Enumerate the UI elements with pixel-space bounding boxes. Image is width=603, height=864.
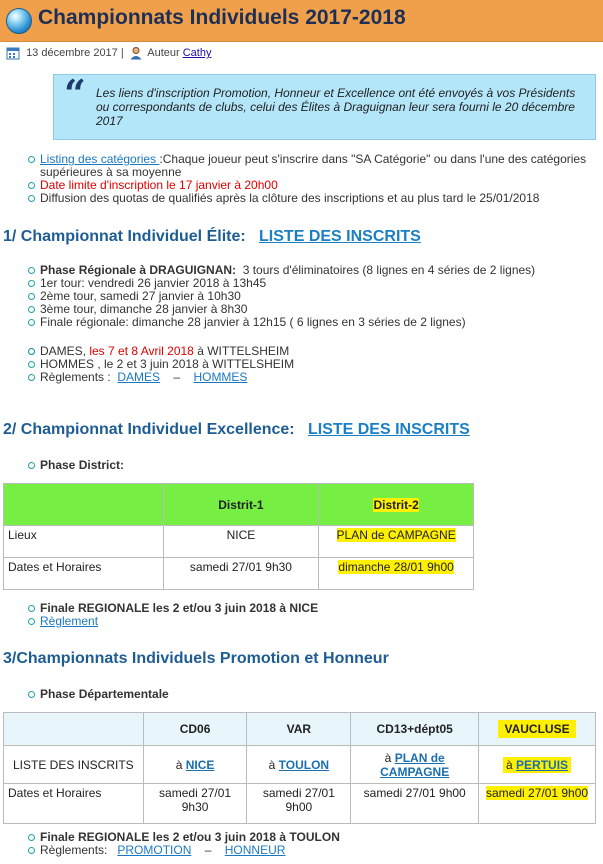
rules-promotion-link[interactable]: PROMOTION xyxy=(117,843,192,857)
tour-1: 1er tour: vendredi 26 janvier 2018 à 13h45 xyxy=(26,277,598,290)
table-header-cell xyxy=(479,713,596,746)
dames-date: les 7 et 8 Avril 2018 xyxy=(89,344,194,358)
table-header-row xyxy=(4,484,474,526)
table-cell xyxy=(479,746,596,784)
table-header-row xyxy=(4,713,596,746)
rules-label: Règlements: xyxy=(40,843,108,857)
elite-registrations-link[interactable]: LISTE DES INSCRITS xyxy=(259,228,421,245)
table-cell: LISTE DES INSCRITS xyxy=(4,746,144,784)
registration-deadline: Date limite d'inscription le 17 janvier à 20h00 xyxy=(26,179,598,192)
phase-label: Phase Régionale à DRAGUIGNAN: xyxy=(40,263,237,277)
elite-schedule-list xyxy=(26,264,598,329)
highlighted-text: Distrit-2 xyxy=(373,497,419,512)
table-cell: Dates et Horaires xyxy=(4,558,164,590)
registrations-nice-link[interactable]: NICE xyxy=(185,757,215,772)
phase-label: Phase Départementale xyxy=(26,688,426,701)
section-heading-excellence xyxy=(3,421,470,439)
tour-2: 2ème tour, samedi 27 janvier à 10h30 xyxy=(26,290,598,303)
excellence-phase-list xyxy=(26,459,426,472)
globe-icon xyxy=(6,8,32,34)
regional-final: Finale régionale: dimanche 28 janvier à 12h15 ( 6 lignes en 3 séries de 2 lignes) xyxy=(26,316,598,329)
article-meta xyxy=(6,46,211,62)
page-title: Championnats Individuels 2017-2018 xyxy=(38,6,406,29)
table-cell: samedi 27/01 9h00 xyxy=(351,784,479,824)
phase-label: Phase District: xyxy=(26,459,426,472)
excellence-table xyxy=(3,483,474,590)
table-header-cell: CD13+dépt05 xyxy=(351,713,479,746)
highlighted-text xyxy=(503,757,571,773)
highlighted-text: dimanche 28/01 9h00 xyxy=(338,560,454,574)
dames-prefix: DAMES, xyxy=(40,344,90,358)
listing-description: :Chaque joueur peut s'inscrire dans "SA Catégorie" ou dans l'une des catégories supérieures à sa moyenne xyxy=(40,152,587,179)
list-item xyxy=(26,153,598,179)
highlighted-text: PLAN de CAMPAGNE xyxy=(336,528,456,542)
list-item xyxy=(26,371,598,384)
table-cell: samedi 27/01 9h30 xyxy=(163,558,319,590)
table-header-cell xyxy=(319,484,474,526)
promotion-final-list xyxy=(26,831,598,857)
table-header-cell xyxy=(4,484,164,526)
table-cell xyxy=(319,526,474,558)
dames-location: à WITTELSHEIM xyxy=(193,344,290,358)
table-cell: Dates et Horaires xyxy=(4,784,144,824)
table-row xyxy=(4,558,474,590)
excellence-final-list xyxy=(26,602,598,628)
table-cell xyxy=(247,746,351,784)
table-cell xyxy=(143,746,247,784)
rules-label: Règlements : xyxy=(40,370,111,384)
table-cell: samedi 27/01 9h00 xyxy=(247,784,351,824)
table-row xyxy=(4,746,596,784)
quote-text: Les liens d'inscription Promotion, Honneur et Excellence ont été envoyés à vos Présidents ou correspondants de clubs, celui des Élites à Draguignan leur sera fourni le 20 décembre 2017 xyxy=(96,86,576,128)
prefix: à xyxy=(175,757,183,772)
registrations-pertuis-link[interactable]: PERTUIS xyxy=(516,757,569,772)
table-row xyxy=(4,526,474,558)
promotion-table xyxy=(3,712,596,824)
registrations-plan-de-campagne-link[interactable]: PLAN de CAMPAGNE xyxy=(380,750,450,779)
table-cell xyxy=(319,558,474,590)
table-cell xyxy=(479,784,596,824)
hommes-info: HOMMES , le 2 et 3 juin 2018 à WITTELSHEIM xyxy=(26,358,598,371)
table-header-cell: VAR xyxy=(247,713,351,746)
prefix: à xyxy=(506,757,513,772)
excellence-registrations-link[interactable]: LISTE DES INSCRITS xyxy=(307,421,470,438)
elite-nationals-list xyxy=(26,345,598,384)
table-cell xyxy=(351,746,479,784)
highlighted-text: samedi 27/01 9h00 xyxy=(486,786,589,800)
tour-3: 3ème tour, dimanche 28 janvier à 8h30 xyxy=(26,303,598,316)
quote-icon: “ xyxy=(64,71,86,116)
rules-dames-link[interactable]: DAMES xyxy=(117,370,161,384)
user-icon xyxy=(129,46,143,60)
categories-listing-link[interactable]: Listing des catégories xyxy=(40,152,160,166)
registrations-toulon-link[interactable]: TOULON xyxy=(278,757,330,772)
notice-quote xyxy=(53,71,596,140)
table-header-cell: CD06 xyxy=(143,713,247,746)
list-item xyxy=(26,844,598,857)
separator: – xyxy=(173,370,181,384)
table-cell: NICE xyxy=(163,526,319,558)
table-header-cell xyxy=(4,713,144,746)
section-heading-promotion: 3/Championnats Individuels Promotion et Honneur xyxy=(3,650,389,667)
section-heading-elite xyxy=(3,228,421,246)
section-title: 1/ Championnat Individuel Élite: xyxy=(3,228,246,245)
separator: – xyxy=(204,843,212,857)
highlighted-text: VAUCLUSE xyxy=(498,720,575,738)
author-label: Auteur xyxy=(147,46,180,59)
page-header xyxy=(0,0,603,42)
section-title: 2/ Championnat Individuel Excellence: xyxy=(3,421,295,438)
rules-link[interactable]: Règlement xyxy=(40,614,99,628)
promotion-phase-list xyxy=(26,688,426,701)
table-header-cell: Distrit-1 xyxy=(163,484,319,526)
table-cell: samedi 27/01 9h30 xyxy=(143,784,247,824)
table-row xyxy=(4,784,596,824)
meta-separator: | xyxy=(120,46,124,59)
regional-final: Finale REGIONALE les 2 et/ou 3 juin 2018 à NICE xyxy=(26,602,598,615)
author-link[interactable]: Cathy xyxy=(182,46,212,59)
intro-list xyxy=(26,153,598,205)
phase-text: 3 tours d'éliminatoires (8 lignes en 4 séries de 2 lignes) xyxy=(242,263,536,277)
prefix: à xyxy=(268,757,276,772)
calendar-icon xyxy=(6,46,20,60)
table-cell: Lieux xyxy=(4,526,164,558)
quotas-info: Diffusion des quotas de qualifiés après la clôture des inscriptions et au plus tard le 25/01/2018 xyxy=(26,192,598,205)
prefix: à xyxy=(384,750,392,765)
rules-honneur-link[interactable]: HONNEUR xyxy=(224,843,286,857)
rules-hommes-link[interactable]: HOMMES xyxy=(193,370,248,384)
publish-date: 13 décembre 2017 xyxy=(26,46,118,59)
regional-final: Finale REGIONALE les 2 et/ou 3 juin 2018 à TOULON xyxy=(26,831,598,844)
list-item xyxy=(26,615,598,628)
